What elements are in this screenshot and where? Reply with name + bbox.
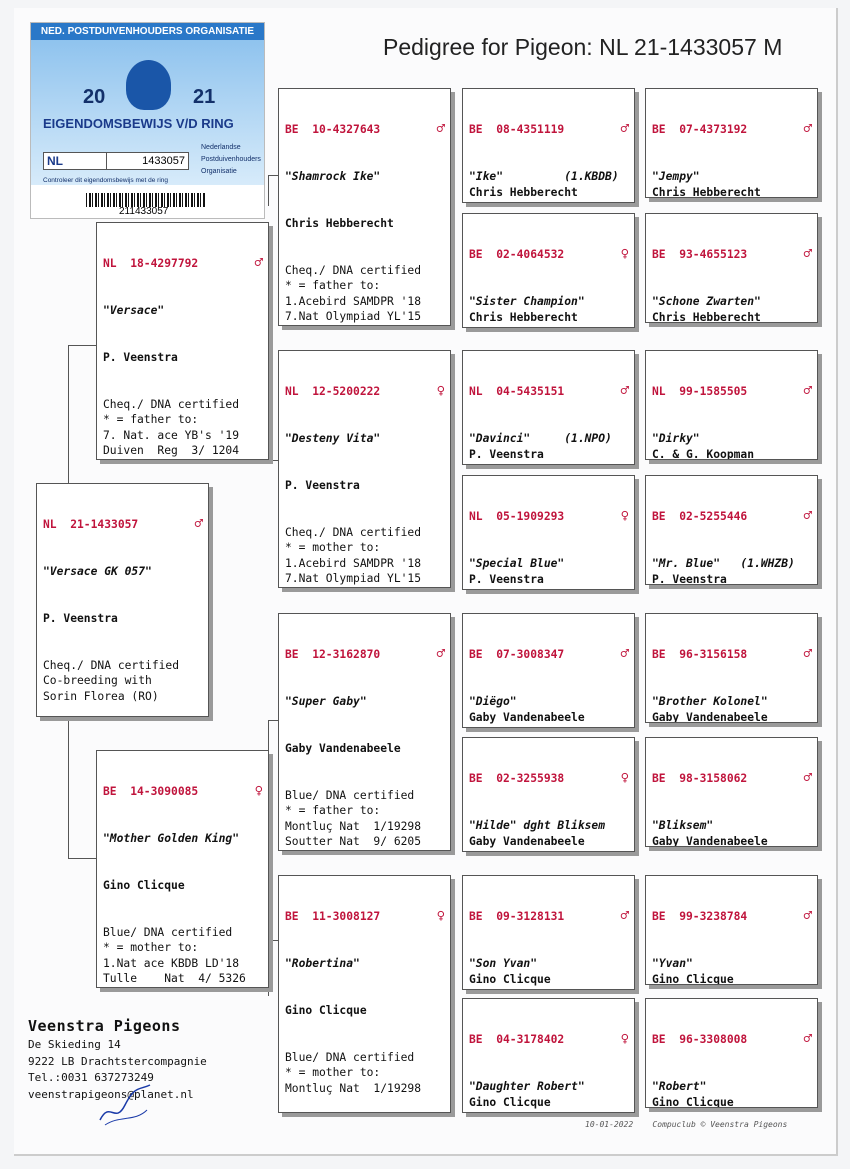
page-title: Pedigree for Pigeon: NL 21-1433057 M	[383, 34, 783, 60]
card-dds: BE 09-3128131 ♂ "Son Yvan" Gino Clicque	[462, 875, 635, 990]
male-icon: ♂	[803, 1031, 812, 1048]
female-icon: ♀	[436, 383, 445, 400]
barcode-number: 211433057	[119, 206, 169, 217]
male-icon: ♂	[803, 508, 812, 525]
connector-main-dam	[68, 720, 99, 859]
ring-number: NL 12-5200222	[285, 385, 381, 399]
card-pair-5: BE 96-3156158 ♂ "Brother Kolonel" Gaby Vandenabeele	[645, 613, 818, 723]
female-icon: ♀	[436, 908, 445, 925]
pigeon-name: "Robertina"	[285, 956, 360, 970]
lion-crest-icon	[126, 60, 171, 110]
owner: P. Veenstra	[285, 478, 360, 492]
ring-certificate-org: NED. POSTDUIVENHOUDERS ORGANISATIE	[31, 23, 264, 40]
ring-number: BE 11-3008127	[285, 910, 381, 924]
ring-number: 1433057	[106, 152, 189, 170]
card-sdd: NL 05-1909293 ♀ "Special Blue" P. Veenstra	[462, 475, 635, 590]
male-icon: ♂	[803, 121, 812, 138]
male-icon: ♂	[620, 646, 629, 663]
ring-number: NL 21-1433057	[43, 518, 139, 532]
ring-number: BE 12-3162870	[285, 648, 381, 662]
pigeon-name: "Desteny Vita"	[285, 431, 381, 445]
male-icon: ♂	[803, 646, 812, 663]
pigeon-name: "Shamrock Ike"	[285, 169, 381, 183]
card-ddd: BE 04-3178402 ♀ "Daughter Robert" Gino Clicque	[462, 998, 635, 1113]
male-icon: ♂	[620, 383, 629, 400]
male-icon: ♂	[803, 383, 812, 400]
female-icon: ♀	[620, 508, 629, 525]
male-icon: ♂	[436, 121, 445, 138]
owner: Gino Clicque	[285, 1003, 367, 1017]
pigeon-name: "Super Gaby"	[285, 694, 367, 708]
barcode	[86, 193, 206, 207]
female-icon: ♀	[620, 1031, 629, 1048]
card-dsd: BE 02-3255938 ♀ "Hilde" dght Bliksem Gaby Vandenabeele	[462, 737, 635, 852]
card-dam-sire: BE 12-3162870 ♂ "Super Gaby" Gaby Vandenabeele Blue/ DNA certified * = father to: Montluç Nat 1/19298 Soutter Nat 9/ 6205	[278, 613, 451, 851]
card-pair-8: BE 96-3308008 ♂ "Robert" Gino Clicque	[645, 998, 818, 1108]
card-ssd: BE 02-4064532 ♀ "Sister Champion" Chris Hebberecht	[462, 213, 635, 328]
ring-certificate-heading: EIGENDOMSBEWIJS V/D RING	[43, 116, 234, 131]
female-icon: ♀	[620, 770, 629, 787]
signature-icon	[95, 1070, 155, 1130]
ring-year-left: 20	[83, 86, 106, 108]
card-sire-sire: BE 10-4327643 ♂ "Shamrock Ike" Chris Hebberecht Cheq./ DNA certified * = father to: 1.Acebird SAMDPR '18 7.Nat Olympiad YL'15	[278, 88, 451, 326]
owner: Gino Clicque	[103, 878, 185, 892]
card-main: NL 21-1433057 ♂ "Versace GK 057" P. Veenstra Cheq./ DNA certified Co-breeding with Sorin Florea (RO)	[36, 483, 209, 717]
breeder-street: De Skieding 14	[28, 1038, 121, 1051]
ring-certificate-body	[31, 40, 264, 185]
female-icon: ♀	[620, 246, 629, 263]
owner: P. Veenstra	[43, 611, 118, 625]
male-icon: ♂	[803, 246, 812, 263]
breeder-tel: Tel.:0031 637273249	[28, 1071, 154, 1084]
male-icon: ♂	[803, 908, 812, 925]
card-sire: NL 18-4297792 ♂ "Versace" P. Veenstra Cheq./ DNA certified * = father to: 7. Nat. ace YB's '19 Duiven Reg 3/ 1204	[96, 222, 269, 460]
breeder-city: 9222 LB Drachtstercompagnie	[28, 1054, 207, 1068]
ring-country: NL	[43, 152, 108, 170]
card-pair-1: BE 07-4373192 ♂ "Jempy" Chris Hebberecht	[645, 88, 818, 198]
npo-logo-text: Nederlandse Postduivenhouders Organisatie	[201, 144, 261, 175]
male-icon: ♂	[620, 908, 629, 925]
card-pair-3: NL 99-1585505 ♂ "Dirky" C. & G. Koopman	[645, 350, 818, 460]
card-sire-dam: NL 12-5200222 ♀ "Desteny Vita" P. Veenstra Cheq./ DNA certified * = mother to: 1.Acebird SAMDPR '18 7.Nat Olympiad YL'15	[278, 350, 451, 588]
card-sds: NL 04-5435151 ♂ "Davinci" (1.NPO) P. Veenstra	[462, 350, 635, 465]
pigeon-name: "Versace"	[103, 303, 165, 317]
owner: Gaby Vandenabeele	[285, 741, 401, 755]
card-pair-4: BE 02-5255446 ♂ "Mr. Blue" (1.WHZB) P. Veenstra	[645, 475, 818, 585]
ring-year-right: 21	[193, 86, 216, 108]
footer: 10-01-2022 Compuclub © Veenstra Pigeons	[585, 1120, 788, 1129]
connector-main-sire	[68, 345, 99, 486]
pigeon-name: "Versace GK 057"	[43, 564, 152, 578]
card-sss: BE 08-4351119 ♂ "Ike" (1.KBDB) Chris Hebberecht	[462, 88, 635, 203]
owner: P. Veenstra	[103, 350, 178, 364]
female-icon: ♀	[254, 783, 263, 800]
card-dam-dam: BE 11-3008127 ♀ "Robertina" Gino Clicque Blue/ DNA certified * = mother to: Montluç Nat 1/19298	[278, 875, 451, 1113]
owner: Chris Hebberecht	[285, 216, 394, 230]
breeder-email: veenstrapigeons@planet.nl	[28, 1087, 194, 1101]
breeder-name: Veenstra Pigeons	[28, 1017, 181, 1035]
ring-certificate	[30, 22, 265, 219]
pigeon-name: "Mother Golden King"	[103, 831, 240, 845]
card-pair-2: BE 93-4655123 ♂ "Schone Zwarten" Chris Hebberecht	[645, 213, 818, 323]
male-icon: ♂	[254, 255, 263, 272]
card-dss: BE 07-3008347 ♂ "Diëgo" Gaby Vandenabeele	[462, 613, 635, 728]
ring-control-text: Controleer dit eigendomsbewijs met de ring	[43, 177, 169, 184]
male-icon: ♂	[620, 121, 629, 138]
ring-number: NL 18-4297792	[103, 257, 199, 271]
ring-number: BE 10-4327643	[285, 123, 381, 137]
male-icon: ♂	[194, 516, 203, 533]
male-icon: ♂	[436, 646, 445, 663]
card-pair-6: BE 98-3158062 ♂ "Bliksem" Gaby Vandenabeele	[645, 737, 818, 847]
card-dam: BE 14-3090085 ♀ "Mother Golden King" Gino Clicque Blue/ DNA certified * = mother to: 1.Nat ace KBDB LD'18 Tulle Nat 4/ 5326	[96, 750, 269, 988]
ring-number: BE 14-3090085	[103, 785, 199, 799]
card-pair-7: BE 99-3238784 ♂ "Yvan" Gino Clicque	[645, 875, 818, 985]
male-icon: ♂	[803, 770, 812, 787]
